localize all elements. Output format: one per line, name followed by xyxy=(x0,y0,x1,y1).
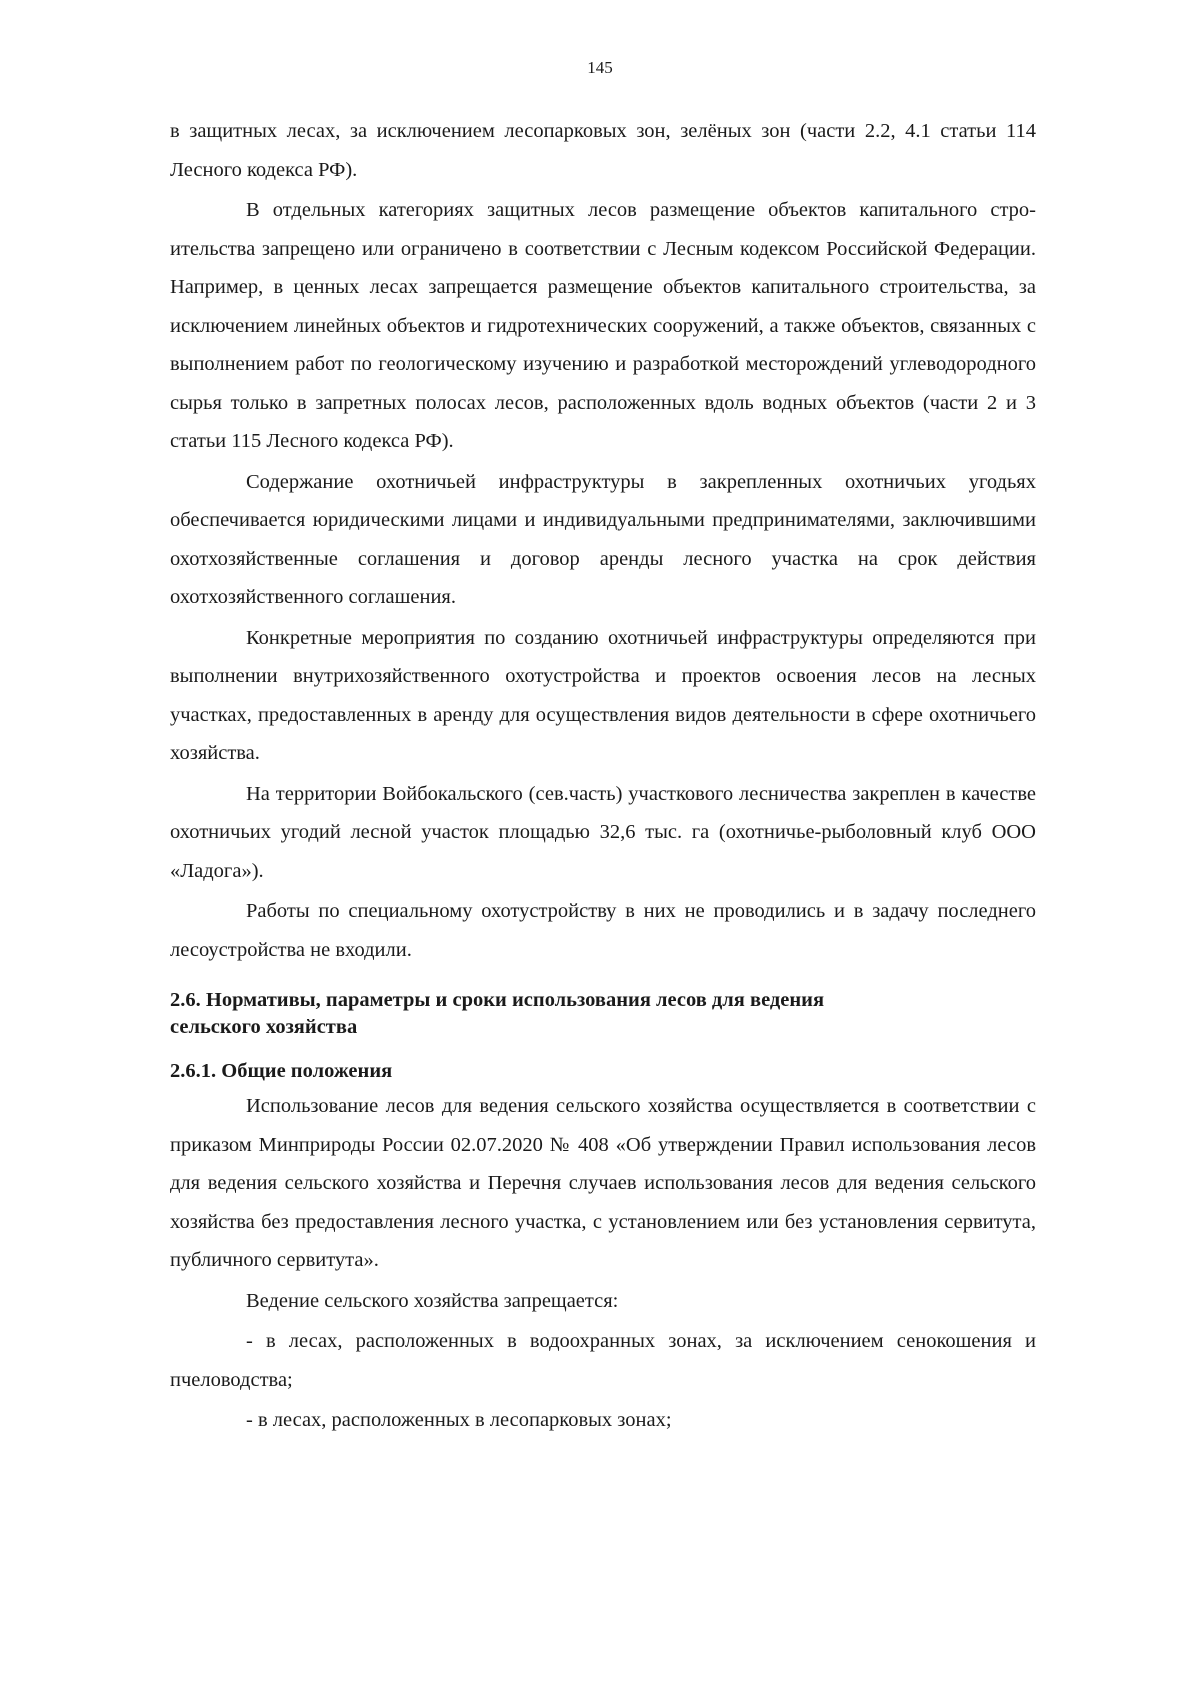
section-heading-line1: 2.6. Нормативы, параметры и сроки использования лесов для ведения xyxy=(170,989,825,1011)
paragraph-hunting-survey: Работы по специальному охотустройству в них не проводились и в задачу последнего лесоустройства не входили. xyxy=(170,900,1036,961)
document-body xyxy=(170,112,1036,1440)
list-item-water-protection: - в лесах, расположенных в водоохранных зонах, за исключением сенокошения и пчеловодства; xyxy=(170,1330,1036,1391)
page-number: 145 xyxy=(587,58,613,77)
section-heading-line2: сельского хозяйства xyxy=(170,1016,358,1038)
section-heading xyxy=(170,987,1036,1041)
subsection-heading: 2.6.1. Общие положения xyxy=(170,1060,393,1082)
paragraph-capital-construction: В отдельных категориях защитных лесов размещение объектов капитального строительства запрещено или ограничено в соответствии с Лесным кодексом Российской Федерации. Например, в ценных лесах запрещается размещение объектов капитального строительства, за исключением линейных объектов и гидротехнических сооружений, а также объектов, связанных с выполнением работ по геологическому изучению и разработкой месторождений углеводородного сырья только в запретных полосах лесов, расположенных вдоль водных объектов (части 2 и 3 статьи 115 Лесного кодекса РФ). xyxy=(170,199,1036,452)
list-item-forest-park: - в лесах, расположенных в лесопарковых зонах; xyxy=(246,1409,672,1431)
paragraph-agriculture-order: Использование лесов для ведения сельского хозяйства осуществляется в соответствии с приказом Минприроды России 02.07.2020 № 408 «Об утверждении Правил использования лесов для ведения сельского хозяйства и Перечня случаев использования лесов для ведения сельского хозяйства без предоставления лесного участка, с установлением или без установления сервитута, публичного сервитута». xyxy=(170,1095,1036,1271)
paragraph-agriculture-prohibited: Ведение сельского хозяйства запрещается: xyxy=(246,1289,619,1312)
paragraph-hunting-infrastructure: Содержание охотничьей инфраструктуры в закрепленных охотничьих угодьях обеспечивается юридическими лицами и индивидуальными предпринимателями, заключившими охотхозяйственные соглашения и договор аренды лесного участка на срок действия охотхозяйственного соглашения. xyxy=(170,470,1036,608)
paragraph-hunting-measures: Конкретные мероприятия по созданию охотничьей инфраструктуры определяются при выполнении внутрихозяйственного охотустройства и проектов освоения лесов на лесных участках, предоставленных в аренду для осуществления видов деятельности в сфере охотничьего хозяйства. xyxy=(170,626,1036,764)
paragraph-continuation: в защитных лесах, за исключением лесопарковых зон, зелёных зон (части 2.2, 4.1 статьи 114 Лесного кодекса РФ). xyxy=(170,120,1036,181)
paragraph-voibokalsky: На территории Войбокальского (сев.часть) участкового лесничества закреплен в качестве охотничьих угодий лесной участок площадью 32,6 тыс. га (охотничье-рыболовный клуб ООО «Ладога»). xyxy=(170,782,1036,882)
